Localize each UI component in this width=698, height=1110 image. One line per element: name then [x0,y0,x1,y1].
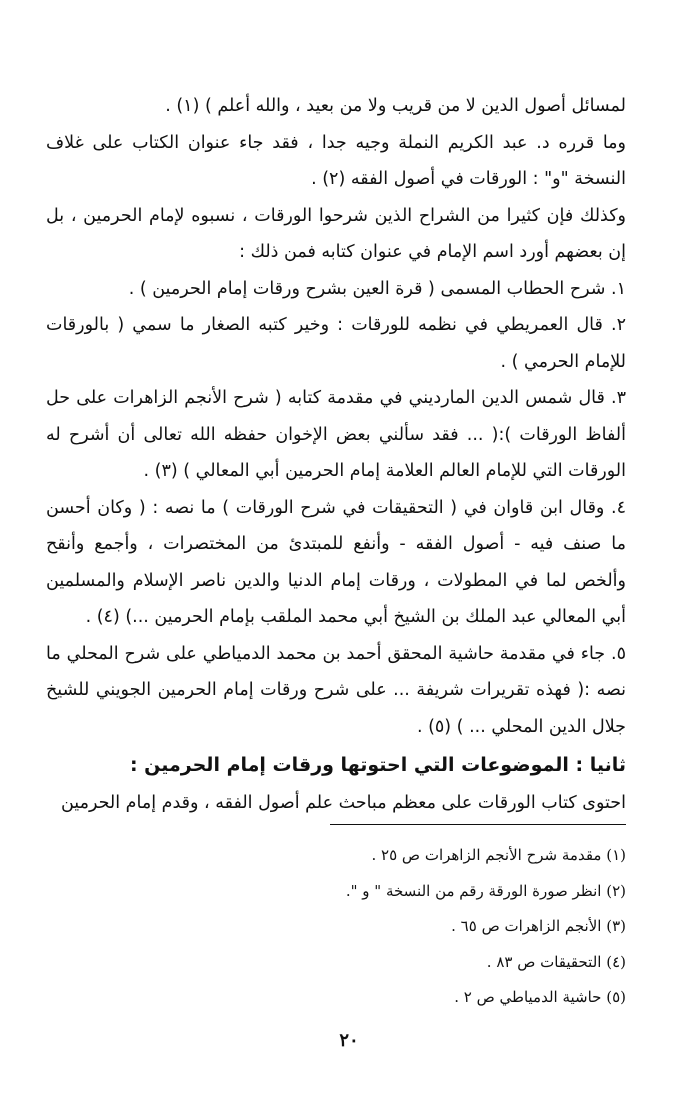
footnote-5: (٥) حاشية الدمياطي ص ٢ . [454,988,626,1006]
list-item-3: ٣. قال شمس الدين المارديني في مقدمة كتابه ( شرح الأنجم الزاهرات على حل ألفاظ الورقات ):( ... فقد سألني بعض الإخوان حفظه الله تعالى أن أشرح له الورقات التي للإمام العالم العلامة إمام الحرمين أبي المعالي ) (٣) . [46,388,626,481]
list-item-1: ١. شرح الحطاب المسمى ( قرة العين بشرح ورقات إمام الحرمين ) . [128,278,626,299]
page-number: ٢٠ [339,1030,359,1051]
list-item-4: ٤. وقال ابن قاوان في ( التحقيقات في شرح الورقات ) ما نصه : ( وكان أحسن ما صنف فيه - أصول الفقه - وأنفع للمبتدئ من المختصرات ، وأجمع وأنقح وألخص لما في المطولات ، ورقات إمام الدنيا والدين ناصر الإسلام والمسلمين أبي المعالي عبد الملك بن الشيخ أبي محمد الملقب بإمام الحرمين ...) (٤) . [46,497,626,627]
footnote-1: (١) مقدمة شرح الأنجم الزاهرات ص ٢٥ . [371,846,626,864]
list-item-5: ٥. جاء في مقدمة حاشية المحقق أحمد بن محمد الدمياطي على شرح المحلي ما نصه :( فهذه تقريرات شريفة ... على شرح ورقات إمام الحرمين الجويني للشيخ جلال الدين المحلي ... ) (٥) . [46,643,626,737]
body-paragraph-2: وما قرره د. عبد الكريم النملة وجيه جدا ، فقد جاء عنوان الكتاب على غلاف النسخة "و" : الورقات في أصول الفقه (٢) . [46,132,626,189]
footnote-2: (٢) انظر صورة الورقة رقم من النسخة " و ". [345,881,626,900]
body-paragraph-1: لمسائل أصول الدين لا من قريب ولا من بعيد ، والله أعلم ) (١) . [165,96,626,116]
footnote-3: (٣) الأنجم الزاهرات ص ٦٥ . [451,917,626,935]
footnotes [46,838,626,1016]
section-heading: ثانيا : الموضوعات التي احتوتها ورقات إمام الحرمين : [129,754,626,776]
body-paragraph-3: وكذلك فإن كثيرا من الشراح الذين شرحوا الورقات ، نسبوه لإمام الحرمين ، بل إن بعضهم أورد اسم الإمام في عنوان كتابه فمن ذلك : [46,205,626,262]
page-body [46,88,626,822]
list-item-2: ٢. قال العمريطي في نظمه للورقات : وخير كتبه الصغار ما سمي ( بالورقات للإمام الحرمي ) . [46,315,626,372]
footnote-divider [330,824,626,825]
closing-paragraph: احتوى كتاب الورقات على معظم مباحث علم أصول الفقه ، وقدم إمام الحرمين [60,793,626,813]
footnote-4: (٤) التحقيقات ص ٨٣ . [486,952,626,971]
